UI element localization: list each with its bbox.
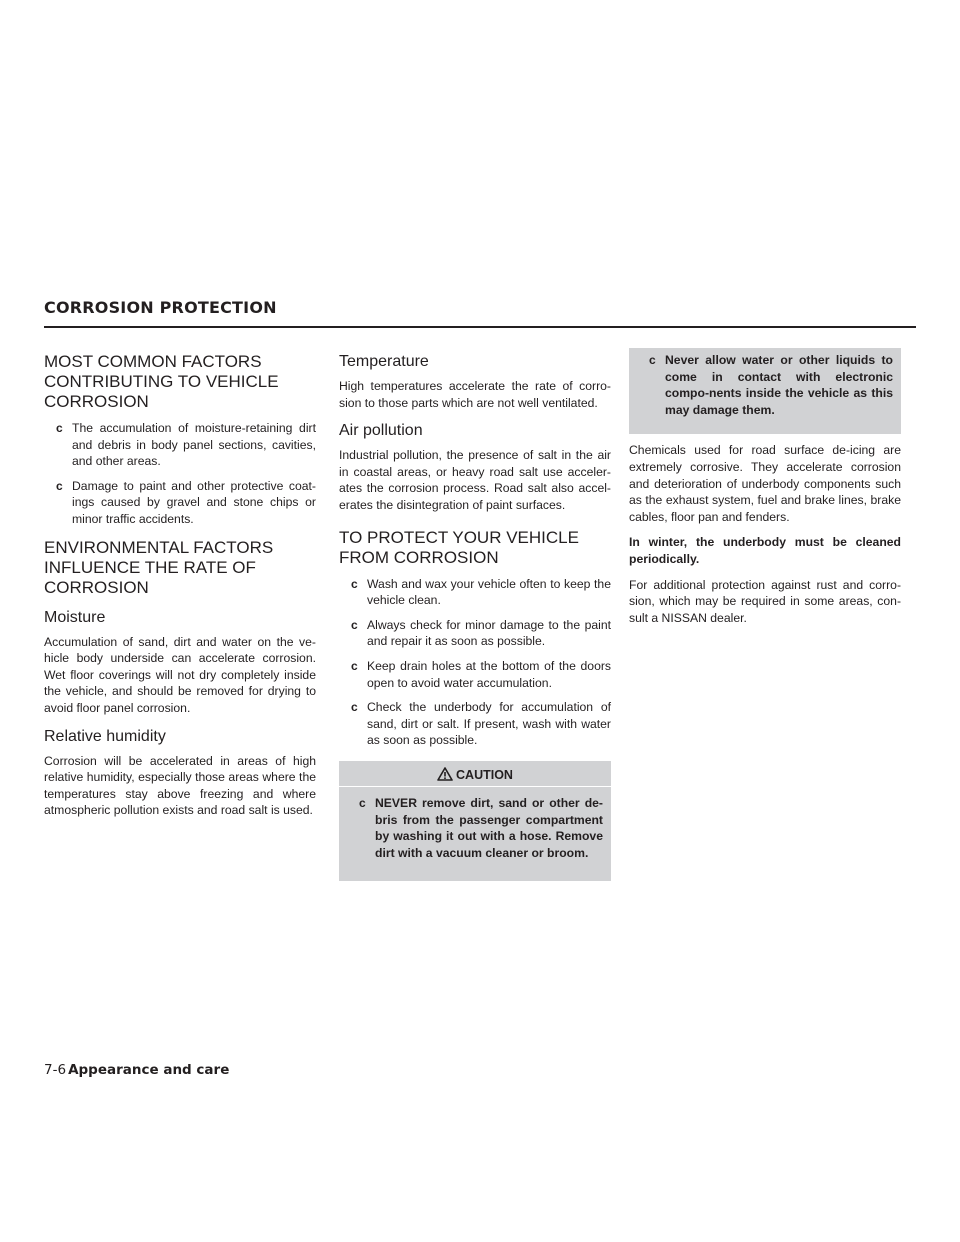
section-title: CORROSION PROTECTION	[44, 298, 277, 317]
common-factors-list	[44, 420, 316, 528]
warning-box	[629, 348, 901, 434]
list-item: c Never allow water or other liquids to come in contact with electronic compo-nents inside the vehicle as this may damage them.	[649, 353, 893, 417]
list-item: c Keep drain holes at the bottom of the doors open to avoid water accumulation.	[351, 658, 611, 690]
caution-list	[347, 795, 603, 861]
list-item: c Wash and wax your vehicle often to keep the vehicle clean.	[351, 576, 611, 608]
bullet-icon: c	[351, 617, 358, 632]
heading-environmental-factors: ENVIRONMENTAL FACTORS INFLUENCE THE RATE OF CORROSION	[44, 537, 274, 597]
section-rule	[44, 326, 916, 328]
air-pollution-text: Industrial pollution, the presence of salt in the air in coastal areas, or heavy road salt use acceler-ates the corrosion process. Road salt also accel-erates the disintegration of paint surfaces.	[339, 448, 611, 512]
bullet-icon: c	[56, 421, 63, 435]
bullet-icon: c	[649, 353, 656, 367]
list-item: c The accumulation of moisture-retaining dirt and debris in body panel sections, cavities, and other areas.	[56, 421, 316, 469]
list-item: c NEVER remove dirt, sand or other de-bris from the passenger compartment by washing it out with a hose. Remove dirt with a vacuum cleaner or broom.	[359, 795, 603, 860]
list-item: c Always check for minor damage to the paint and repair it as soon as possible.	[351, 617, 611, 649]
warning-list	[637, 352, 893, 418]
list-item: c Check the underbody for accumulation of sand, dirt or salt. If present, wash with water as soon as possible.	[351, 700, 611, 748]
caution-divider	[339, 786, 611, 787]
bullet-icon: c	[351, 576, 358, 591]
protect-list	[339, 576, 611, 749]
list-item: c Damage to paint and other protective coat-ings caused by gravel and stone chips or minor traffic accidents.	[56, 478, 316, 526]
subheading-relative-humidity: Relative humidity	[44, 727, 166, 745]
heading-common-factors: MOST COMMON FACTORS CONTRIBUTING TO VEHICLE CORROSION	[44, 352, 279, 411]
caution-box	[339, 761, 611, 881]
moisture-text: Accumulation of sand, dirt and water on the ve-hicle body underside can accelerate corrosion. Wet floor coverings will not dry completely inside the vehicle, and should be removed for drying to avoid floor panel corrosion.	[44, 634, 316, 715]
column-2	[339, 348, 611, 881]
column-3	[629, 348, 901, 635]
bullet-icon: c	[56, 478, 63, 493]
subheading-moisture: Moisture	[44, 608, 106, 626]
chapter-title: Appearance and care	[68, 1062, 230, 1078]
additional-protection-text: For additional protection against rust and corro-sion, which may be required in some areas, con-sult a NISSAN dealer.	[629, 577, 901, 625]
subheading-temperature: Temperature	[339, 353, 429, 370]
column-1	[44, 348, 316, 828]
caution-label: CAUTION	[456, 767, 513, 782]
page-footer	[44, 1062, 229, 1078]
chemicals-text: Chemicals used for road surface de-icing are extremely corrosive. They accelerate corrosion and deterioration of underbody components such as the exhaust system, fuel and brake lines, brake cables, floor pan and fenders.	[629, 443, 901, 524]
bullet-icon: c	[351, 700, 358, 715]
warning-triangle-icon	[437, 767, 453, 781]
humidity-text: Corrosion will be accelerated in areas of high relative humidity, especially those areas where the temperatures stay above freezing and where atmospheric pollution exists and road salt is used.	[44, 753, 316, 818]
subheading-air-pollution: Air pollution	[339, 422, 423, 440]
page-number: 7-6	[44, 1062, 67, 1078]
bullet-icon: c	[351, 658, 358, 673]
temperature-text: High temperatures accelerate the rate of corro-sion to those parts which are not well ventilated.	[339, 379, 611, 410]
heading-protect-vehicle: TO PROTECT YOUR VEHICLE FROM CORROSION	[339, 527, 579, 567]
bullet-icon: c	[359, 795, 366, 810]
caution-header	[347, 761, 603, 786]
winter-text: In winter, the underbody must be cleaned periodically.	[629, 535, 901, 566]
